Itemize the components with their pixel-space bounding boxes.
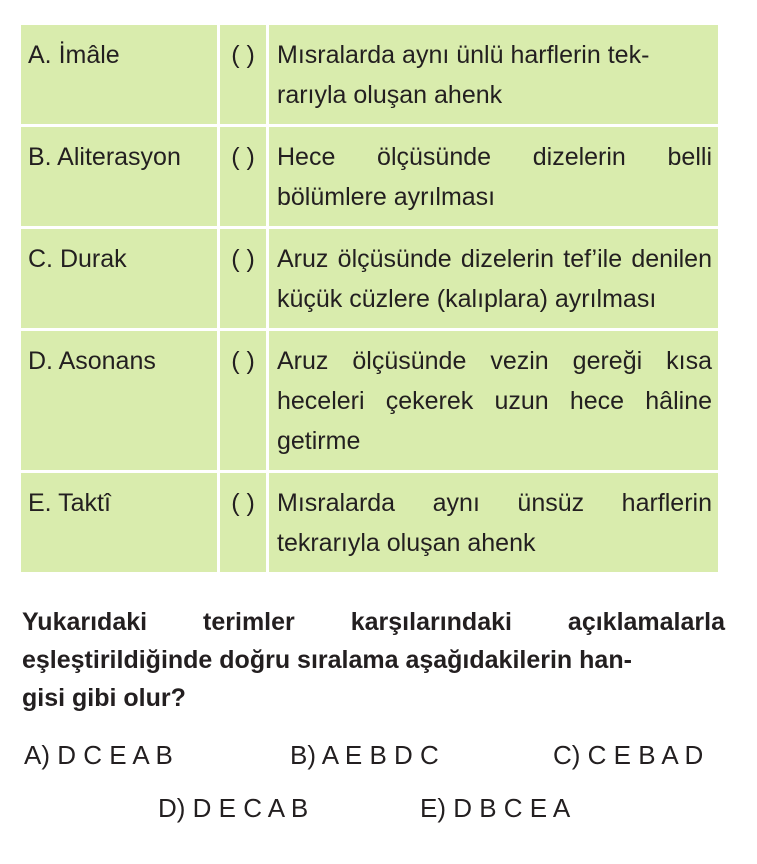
description-cell: Mısralarda aynı ünlü harflerin tek- rarıyla oluşan ahenk [268,24,720,126]
answer-blank: ( ) [219,126,268,228]
table-row [20,126,720,228]
answer-blank: ( ) [219,472,268,574]
question-text: Yukarıdaki terimler karşılarındaki açıklamalarla eşleştirildiğinde doğru sıralama aşağıdakilerin han- gisi gibi olur? [22,608,725,712]
option-b[interactable]: B) A E B D C [290,740,439,770]
description-cell: Aruz ölçüsünde vezin gereği kısa heceleri çekerek uzun hece hâline getirme [268,330,720,472]
answer-blank: ( ) [219,228,268,330]
answer-blank: ( ) [219,330,268,472]
table-row [20,228,720,330]
term-cell: D. Asonans [20,330,219,472]
term-cell: E. Taktî [20,472,219,574]
answer-blank: ( ) [219,24,268,126]
option-e[interactable]: E) D B C E A [420,793,571,823]
matching-table [18,22,721,575]
term-cell: A. İmâle [20,24,219,126]
table-row [20,330,720,472]
option-d[interactable]: D) D E C A B [158,793,309,823]
description-cell: Mısralarda aynı ünsüz harflerin tekrarıyla oluşan ahenk [268,472,720,574]
table-row [20,472,720,574]
description-cell: Aruz ölçüsünde dizelerin tef’ile denilen küçük cüzlere (kalıplara) ayrılması [268,228,720,330]
term-cell: B. Aliterasyon [20,126,219,228]
term-cell: C. Durak [20,228,219,330]
option-a[interactable]: A) D C E A B [24,740,173,770]
description-cell: Hece ölçüsünde dizelerin belli bölümlere ayrılması [268,126,720,228]
option-c[interactable]: C) C E B A D [553,740,704,770]
table-row [20,24,720,126]
